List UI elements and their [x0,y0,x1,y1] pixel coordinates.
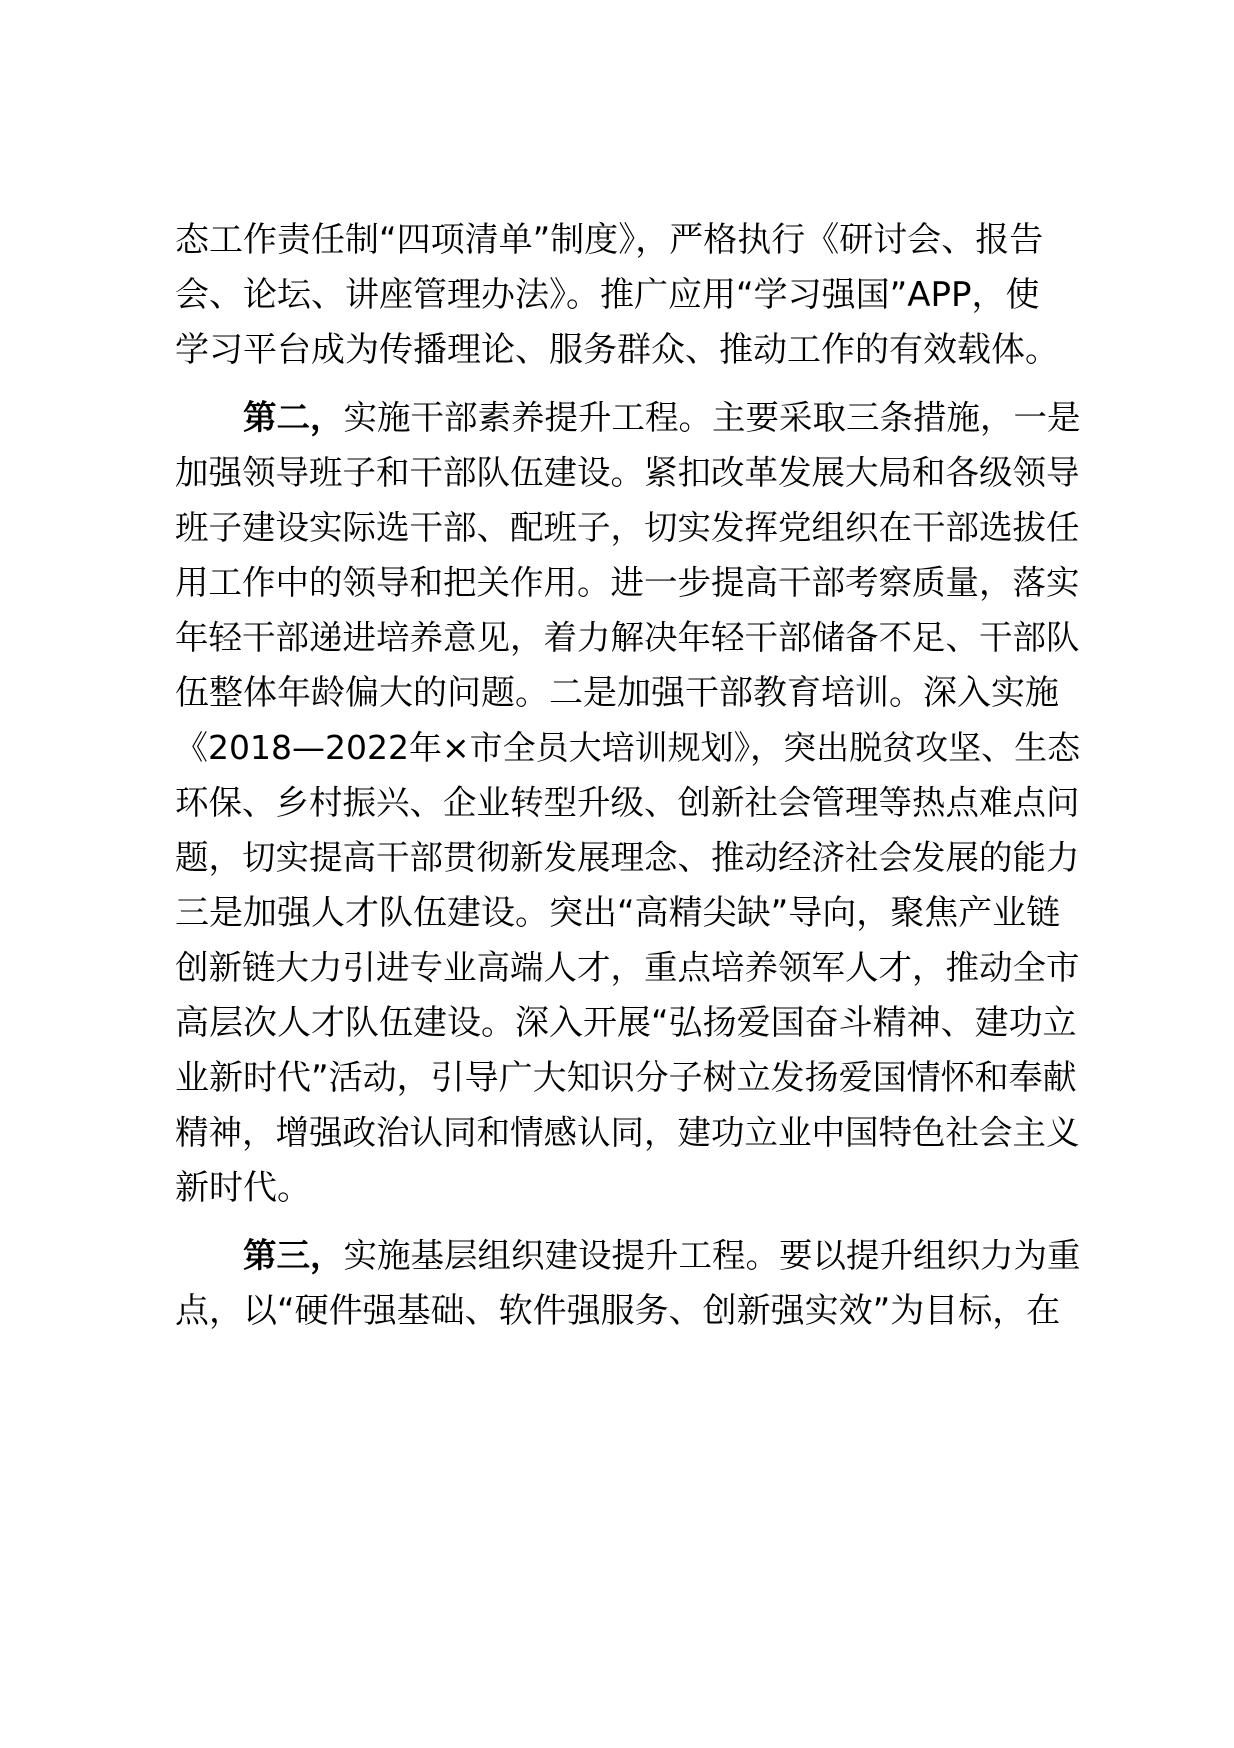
paragraph-line: 点，以“硬件强基础、软件强服务、创新强实效”为目标，在 [175,1291,1061,1331]
paragraph-first-line [243,1226,1090,1286]
paragraph-line: 态工作责任制“四项清单”制度》，严格执行《研讨会、报告 [175,220,1044,260]
paragraph-line: 用工作中的领导和把关作用。进一步提高干部考察质量，落实 [175,563,1080,602]
paragraph-line: 新时代。 [175,1168,311,1208]
paragraph-text: 实施干部素养提升工程。主要采取三条措施，一是 [343,398,1081,437]
paragraph-line: 环保、乡村振兴、企业转型升级、创新社会管理等热点难点问 [175,783,1080,822]
paragraph-line: 会、论坛、讲座管理办法》。推广应用“学习强国”APP，使 [175,275,1040,315]
paragraph-line: 学习平台成为传播理论、服务群众、推动工作的有效载体。 [175,330,1059,370]
paragraph-line: 《2018—2022年×市全员大培训规划》，突出脱贫攻坚、生态 [175,728,1081,767]
paragraph-line: 创新链大力引进专业高端人才，重点培养领军人才，推动全市 [175,948,1080,987]
paragraph-text: 实施基层组织建设提升工程。要以提升组织力为重 [343,1236,1081,1275]
paragraph-line: 三是加强人才队伍建设。突出“高精尖缺”导向，聚焦产业链 [175,893,1061,933]
paragraph-line: 题，切实提高干部贯彻新发展理念、推动经济社会发展的能力 [175,838,1080,877]
paragraph-line: 加强领导班子和干部队伍建设。紧扣改革发展大局和各级领导 [175,453,1080,492]
paragraph-line: 高层次人才队伍建设。深入开展“弘扬爱国奋斗精神、建功立 [175,1003,1077,1043]
paragraph-line: 年轻干部递进培养意见，着力解决年轻干部储备不足、干部队 [175,618,1080,657]
paragraph-line: 班子建设实际选干部、配班子，切实发挥党组织在干部选拔任 [175,508,1080,547]
paragraph-line: 业新时代”活动，引导广大知识分子树立发扬爱国情怀和奉献 [175,1058,1077,1098]
paragraph-heading: 第二， [243,398,344,437]
paragraph-heading: 第三， [243,1236,344,1275]
paragraph-line: 精神，增强政治认同和情感认同，建功立业中国特色社会主义 [175,1113,1080,1152]
paragraph-line: 伍整体年龄偏大的问题。二是加强干部教育培训。深入实施 [175,673,1059,713]
paragraph-first-line [243,388,1090,448]
